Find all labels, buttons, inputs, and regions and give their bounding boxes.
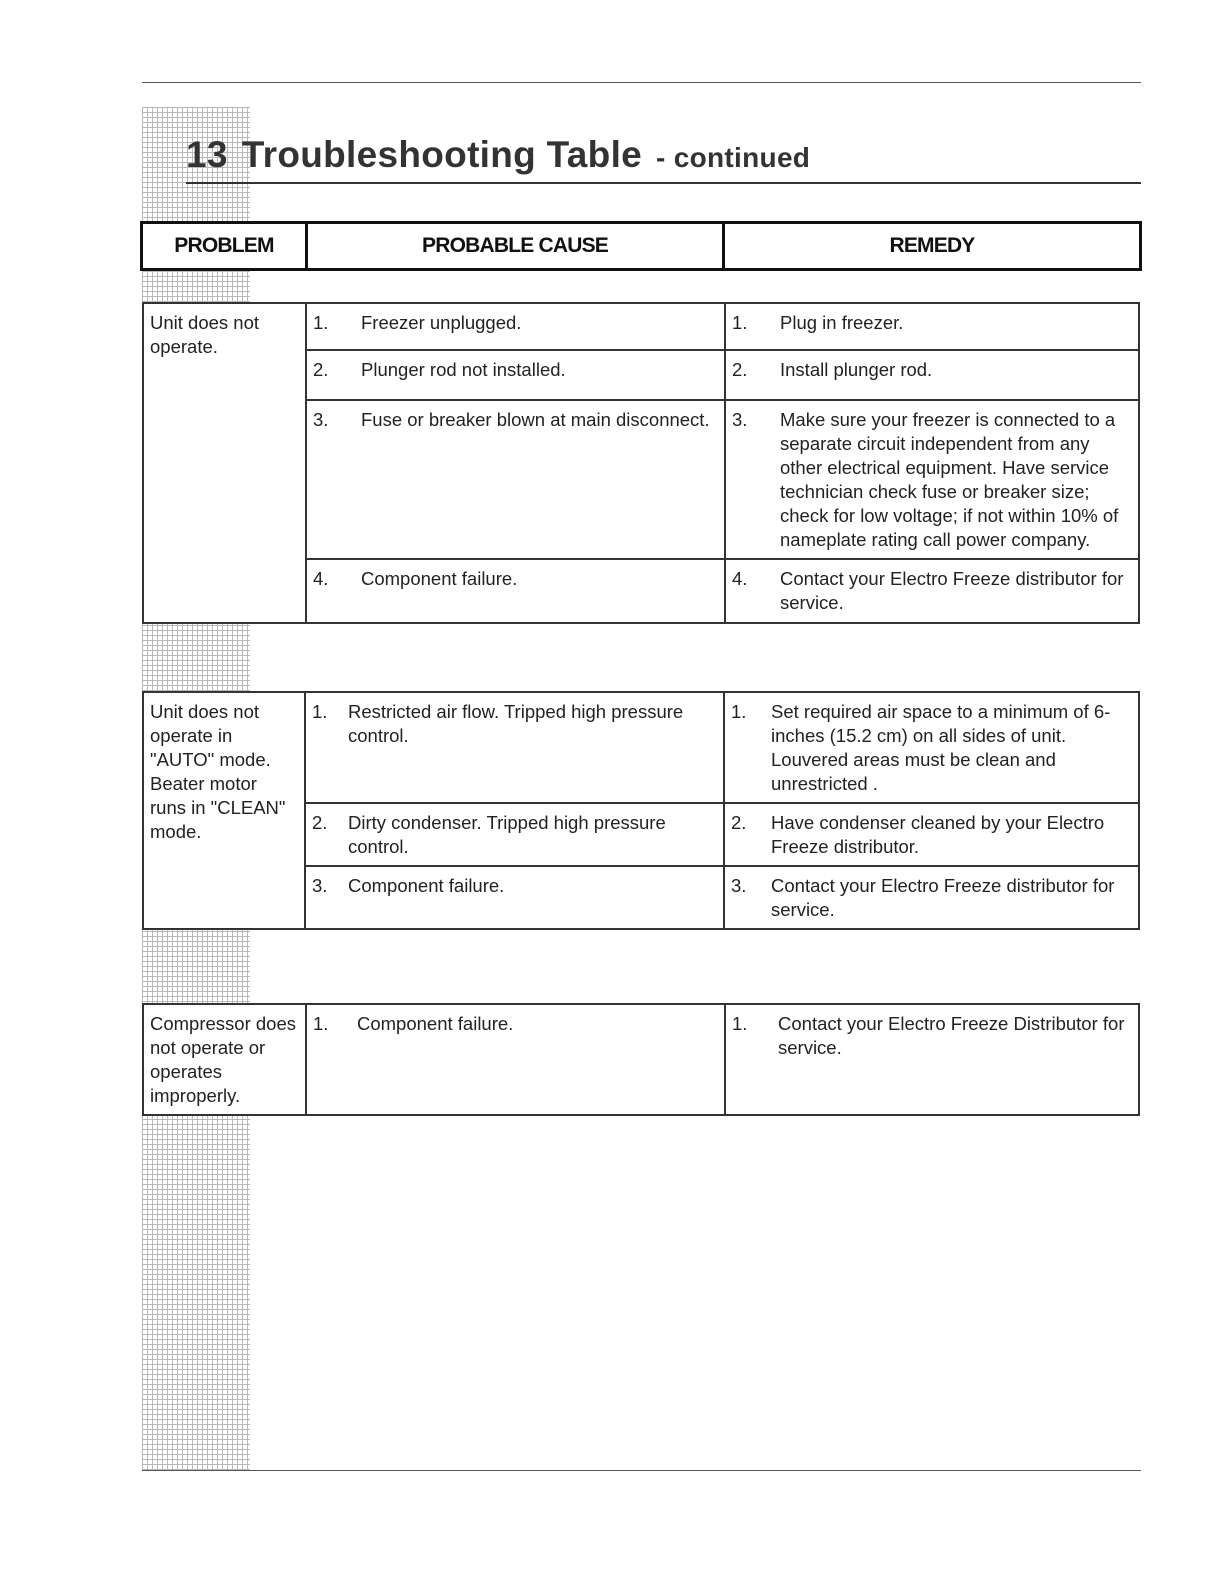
title-underline <box>186 182 1141 184</box>
cause-cell <box>306 559 725 623</box>
problem-cell: Unit does not operate in "AUTO" mode. Beater motor runs in "CLEAN" mode. <box>143 692 305 929</box>
item-number: 2. <box>731 812 747 833</box>
remedy-cell <box>725 303 1139 350</box>
cause-cell <box>306 350 725 400</box>
section-number: 13 <box>186 134 228 175</box>
cause-cell <box>306 303 725 350</box>
remedy-cell <box>725 559 1139 623</box>
cause-text: Plunger rod not installed. <box>361 359 566 380</box>
remedy-text: Contact your Electro Freeze distributor for service. <box>780 568 1124 613</box>
item-number: 1. <box>732 312 748 333</box>
item-number: 1. <box>313 312 329 333</box>
title-continued: - continued <box>656 142 811 173</box>
remedy-cell <box>724 692 1139 803</box>
item-number: 3. <box>731 875 747 896</box>
title-text: Troubleshooting Table <box>241 134 643 175</box>
bottom-rule <box>142 1470 1141 1471</box>
problem-cell: Unit does not operate. <box>143 303 306 623</box>
remedy-text: Contact your Electro Freeze distributor for service. <box>771 875 1115 920</box>
troubleshooting-table-3 <box>142 1003 1140 1116</box>
item-number: 1. <box>732 1013 748 1034</box>
cause-text: Component failure. <box>361 568 518 589</box>
item-number: 3. <box>312 875 328 896</box>
troubleshooting-table-1 <box>142 302 1140 624</box>
item-number: 3. <box>732 409 748 430</box>
remedy-text: Contact your Electro Freeze Distributor for service. <box>778 1013 1125 1058</box>
item-number: 2. <box>732 359 748 380</box>
page-title <box>186 134 810 176</box>
cause-cell <box>305 866 724 929</box>
item-number: 1. <box>312 701 328 722</box>
grid-strip <box>142 271 250 302</box>
remedy-cell <box>725 1004 1139 1115</box>
remedy-text: Have condenser cleaned by your Electro Freeze distributor. <box>771 812 1105 857</box>
table-row <box>143 303 1139 350</box>
item-number: 4. <box>313 568 329 589</box>
cause-text: Component failure. <box>348 875 505 896</box>
grid-strip <box>142 1114 250 1470</box>
remedy-text: Set required air space to a minimum of 6-inches (15.2 cm) on all sides of unit. Louvered areas must be clean and unrestricted . <box>771 701 1111 794</box>
column-header-cause: PROBABLE CAUSE <box>305 224 722 268</box>
cause-text: Component failure. <box>357 1013 514 1034</box>
item-number: 1. <box>313 1013 329 1034</box>
item-number: 2. <box>313 359 329 380</box>
item-number: 1. <box>731 701 747 722</box>
remedy-text: Install plunger rod. <box>780 359 933 380</box>
table-row <box>143 1004 1139 1115</box>
cause-text: Fuse or breaker blown at main disconnect. <box>361 409 710 430</box>
cause-text: Restricted air flow. Tripped high pressure control. <box>348 701 684 746</box>
remedy-text: Plug in freezer. <box>780 312 904 333</box>
cause-text: Freezer unplugged. <box>361 312 522 333</box>
remedy-cell <box>725 350 1139 400</box>
column-header-row <box>140 221 1142 271</box>
remedy-cell <box>724 866 1139 929</box>
table-row <box>143 692 1139 803</box>
cause-text: Dirty condenser. Tripped high pressure control. <box>348 812 666 857</box>
remedy-cell <box>725 400 1139 559</box>
cause-cell <box>306 1004 725 1115</box>
cause-cell <box>306 400 725 559</box>
remedy-text: Make sure your freezer is connected to a separate circuit independent from any other electrical equipment. Have service technician check fuse or breaker size; check for low voltage; if not within 10% of nameplate rating call power company. <box>780 409 1119 550</box>
top-rule <box>142 82 1141 83</box>
column-header-remedy: REMEDY <box>722 224 1139 268</box>
grid-strip <box>142 620 250 691</box>
item-number: 3. <box>313 409 329 430</box>
column-header-problem: PROBLEM <box>174 234 274 257</box>
cause-cell <box>305 692 724 803</box>
item-number: 2. <box>312 812 328 833</box>
remedy-cell <box>724 803 1139 866</box>
troubleshooting-table-2 <box>142 691 1140 930</box>
cause-cell <box>305 803 724 866</box>
problem-cell: Compressor does not operate or operates improperly. <box>143 1004 306 1115</box>
item-number: 4. <box>732 568 748 589</box>
grid-strip <box>142 926 250 1003</box>
